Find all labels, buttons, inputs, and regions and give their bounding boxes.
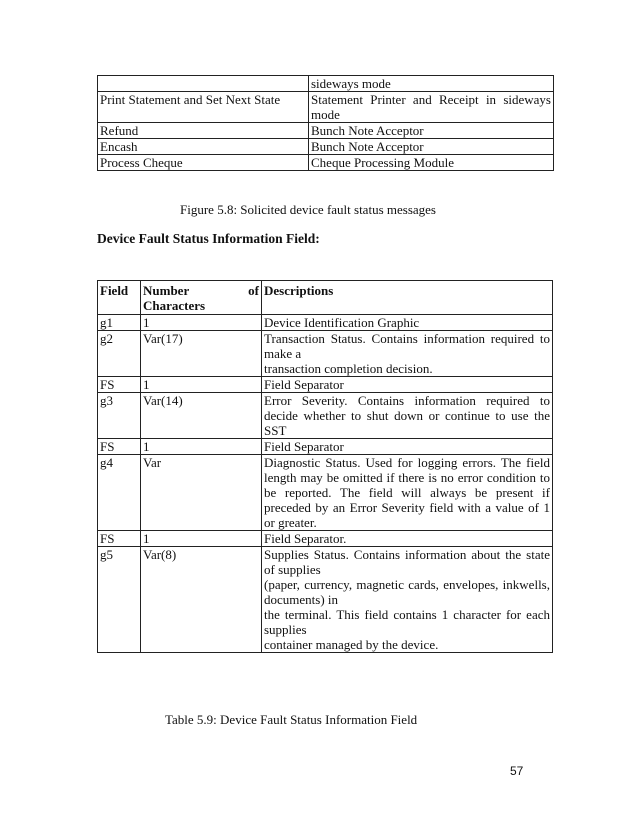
char-count-cell: Var(17): [141, 331, 262, 377]
table-row: [98, 531, 553, 547]
description-cell: [262, 547, 553, 653]
description-cell: [262, 331, 553, 377]
field-code-cell: FS: [98, 531, 141, 547]
description-cell: [262, 531, 553, 547]
command-cell: Refund: [98, 123, 309, 139]
table-row: [98, 439, 553, 455]
description-line: Error Severity. Contains information required to decide whether to shut down or continue to use the SST: [264, 393, 550, 438]
table-row: [98, 92, 554, 123]
description-line: Device Identification Graphic: [264, 315, 420, 330]
char-count-cell: 1: [141, 531, 262, 547]
table-row: [98, 393, 553, 439]
field-code-cell: g3: [98, 393, 141, 439]
description-line: Diagnostic Status. Used for logging errors. The field length may be omitted if there is no error condition to be reported. The field will always be present if preceded by an Error Severity field with a value of 1 or greater.: [264, 455, 550, 530]
field-code-cell: g1: [98, 315, 141, 331]
description-cell: [262, 377, 553, 393]
char-count-cell: 1: [141, 377, 262, 393]
description-line: Supplies Status. Contains information about the state of supplies: [264, 547, 550, 577]
char-count-cell: Var(8): [141, 547, 262, 653]
table-row: [98, 155, 554, 171]
device-cell: Bunch Note Acceptor: [309, 139, 554, 155]
char-count-cell: Var(14): [141, 393, 262, 439]
field-code-cell: g5: [98, 547, 141, 653]
description-line: Field Separator: [264, 377, 344, 392]
table-row: [98, 139, 554, 155]
description-line: (paper, currency, magnetic cards, envelopes, inkwells, documents) in: [264, 577, 550, 607]
device-cell: sideways mode: [309, 76, 554, 92]
section-heading: Device Fault Status Information Field:: [97, 231, 320, 246]
command-cell: Print Statement and Set Next State: [98, 92, 309, 123]
char-count-cell: 1: [141, 439, 262, 455]
table-row: [98, 331, 553, 377]
device-cell: Statement Printer and Receipt in sideways mode: [309, 92, 554, 123]
description-cell: [262, 455, 553, 531]
table-row: [98, 315, 553, 331]
field-code-cell: FS: [98, 439, 141, 455]
description-line: Transaction Status. Contains information required to make a: [264, 331, 550, 361]
command-cell: Encash: [98, 139, 309, 155]
table-row: [98, 123, 554, 139]
field-table-body: [98, 315, 553, 653]
solicited-fault-table: [97, 75, 554, 171]
header-descriptions: Descriptions: [262, 281, 553, 315]
description-line: container managed by the device.: [264, 637, 439, 652]
description-cell: [262, 315, 553, 331]
char-count-cell: Var: [141, 455, 262, 531]
header-number: Number of Characters: [141, 281, 262, 315]
description-line: Field Separator.: [264, 531, 347, 546]
device-cell: Cheque Processing Module: [309, 155, 554, 171]
table-caption: Table 5.9: Device Fault Status Information Field: [165, 712, 418, 727]
char-count-cell: 1: [141, 315, 262, 331]
page-number: 57: [510, 764, 524, 778]
field-code-cell: g4: [98, 455, 141, 531]
table-row: [98, 455, 553, 531]
command-cell: [98, 76, 309, 92]
table-header-row: [98, 281, 553, 315]
figure-caption: Figure 5.8: Solicited device fault status messages: [180, 202, 436, 217]
table-row: [98, 547, 553, 653]
header-field: Field: [98, 281, 141, 315]
description-cell: [262, 393, 553, 439]
table-row: [98, 76, 554, 92]
field-code-cell: g2: [98, 331, 141, 377]
table-row: [98, 377, 553, 393]
field-status-table: [97, 280, 553, 653]
description-line: Field Separator: [264, 439, 344, 454]
field-code-cell: FS: [98, 377, 141, 393]
description-cell: [262, 439, 553, 455]
device-cell: Bunch Note Acceptor: [309, 123, 554, 139]
description-line: the terminal. This field contains 1 character for each supplies: [264, 607, 550, 637]
command-cell: Process Cheque: [98, 155, 309, 171]
description-line: transaction completion decision.: [264, 361, 433, 376]
